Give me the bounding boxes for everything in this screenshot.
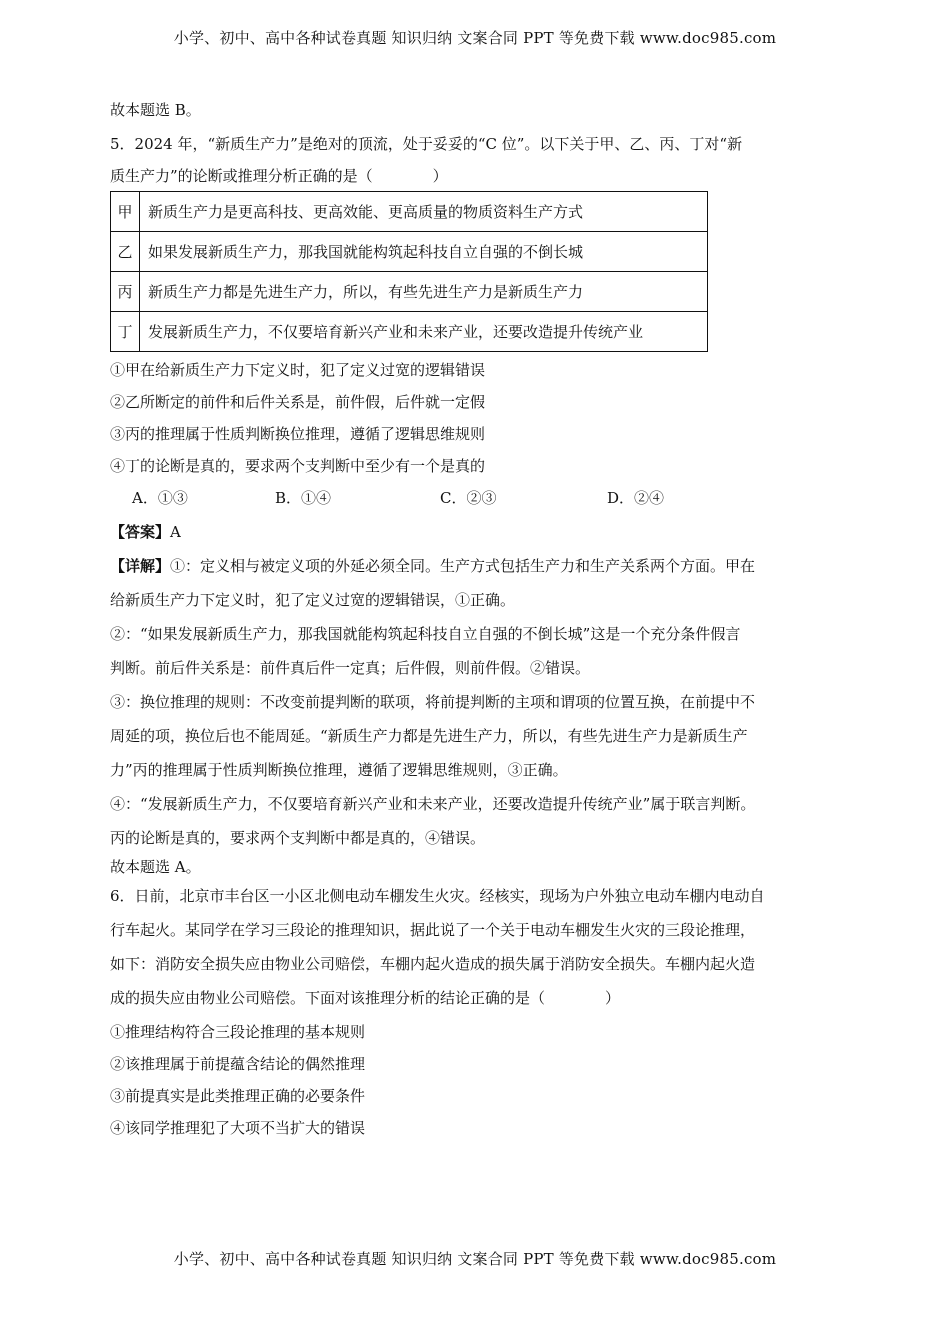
answer-tag: 【答案】 (110, 523, 171, 541)
detail-tag: 【详解】 (110, 557, 171, 575)
q6-statement: ②该推理属于前提蕴含结论的偶然推理 (110, 1055, 366, 1073)
document-body (110, 102, 840, 1137)
q5-conclusion: 故本题选 A。 (110, 858, 201, 876)
table-key: 丙 (111, 272, 140, 312)
page-header: 小学、初中、高中各种试卷真题 知识归纳 文案合同 PPT 等免费下载 www.doc985.com (173, 29, 777, 47)
question-5 (110, 136, 840, 876)
option-d: D．②④ (607, 489, 665, 507)
table-key: 丁 (111, 312, 140, 352)
q5-detail-line: 周延的项，换位后也不能周延。“新质生产力都是先进生产力，所以，有些先进生产力是新质生产 (110, 727, 748, 745)
page-footer: 小学、初中、高中各种试卷真题 知识归纳 文案合同 PPT 等免费下载 www.doc985.com (173, 1250, 777, 1268)
q5-detail-line: ③：换位推理的规则：不改变前提判断的联项，将前提判断的主项和谓项的位置互换，在前提中不 (110, 693, 756, 711)
table-text: 发展新质生产力，不仅要培育新兴产业和未来产业，还要改造提升传统产业 (140, 312, 708, 352)
table-text: 新质生产力是更高科技、更高效能、更高质量的物质资料生产方式 (140, 192, 708, 232)
answer-value: A (170, 523, 181, 541)
table-text: 新质生产力都是先进生产力，所以，有些先进生产力是新质生产力 (140, 272, 708, 312)
option-a: A．①③ (132, 489, 188, 507)
q5-detail-line: 丙的论断是真的，要求两个支判断中都是真的，④错误。 (110, 829, 486, 847)
q6-statement: ①推理结构符合三段论推理的基本规则 (110, 1023, 366, 1041)
q5-detail-line: 给新质生产力下定义时，犯了定义过宽的逻辑错误，①正确。 (110, 591, 516, 609)
q5-statement: ①甲在给新质生产力下定义时，犯了定义过宽的逻辑错误 (110, 361, 486, 379)
q5-detail-line (110, 558, 840, 575)
table-row (111, 272, 708, 312)
table-text: 如果发展新质生产力，那我国就能构筑起科技自立自强的不倒长城 (140, 232, 708, 272)
q5-statement: ③丙的推理属于性质判断换位推理，遵循了逻辑思维规则 (110, 425, 486, 443)
table-row (111, 312, 708, 352)
q5-detail-line: ②：“如果发展新质生产力，那我国就能构筑起科技自立自强的不倒长城”这是一个充分条件假言 (110, 625, 741, 643)
q5-detail-line: 判断。前后件关系是：前件真后件一定真；后件假，则前件假。②错误。 (110, 659, 591, 677)
q5-stem-line: 质生产力”的论断或推理分析正确的是（ ） (110, 167, 448, 185)
q5-options (110, 490, 840, 507)
q5-detail-line: ④：“发展新质生产力，不仅要培育新兴产业和未来产业，还要改造提升传统产业”属于联言判断。 (110, 795, 756, 813)
q6-stem-line: 成的损失应由物业公司赔偿。下面对该推理分析的结论正确的是（ ） (110, 989, 621, 1007)
option-c: C．②③ (440, 489, 497, 507)
q5-statement: ②乙所断定的前件和后件关系是，前件假，后件就一定假 (110, 393, 486, 411)
q5-answer (110, 524, 840, 541)
q5-detail-line: 力”丙的推理属于性质判断换位推理，遵循了逻辑思维规则，③正确。 (110, 761, 568, 779)
table-key: 甲 (111, 192, 140, 232)
q5-statement: ④丁的论断是真的，要求两个支判断中至少有一个是真的 (110, 457, 486, 475)
q5-table (110, 191, 708, 352)
prev-answer: 故本题选 B。 (110, 101, 201, 119)
detail-text: ①：定义相与被定义项的外延必须全同。生产方式包括生产力和生产关系两个方面。甲在 (170, 557, 756, 575)
question-6 (110, 888, 840, 1137)
q6-stem-line: 如下：消防安全损失应由物业公司赔偿，车棚内起火造成的损失属于消防安全损失。车棚内起火造 (110, 955, 756, 973)
q5-stem-line: 5．2024 年，“新质生产力”是绝对的顶流，处于妥妥的“C 位”。以下关于甲、乙、丙、丁对“新 (110, 135, 743, 153)
table-key: 乙 (111, 232, 140, 272)
table-row (111, 192, 708, 232)
q6-statement: ④该同学推理犯了大项不当扩大的错误 (110, 1119, 366, 1137)
q6-statement: ③前提真实是此类推理正确的必要条件 (110, 1087, 366, 1105)
q6-stem-line: 6．日前，北京市丰台区一小区北侧电动车棚发生火灾。经核实，现场为户外独立电动车棚内电动自 (110, 887, 765, 905)
q6-stem-line: 行车起火。某同学在学习三段论的推理知识，据此说了一个关于电动车棚发生火灾的三段论推理， (110, 921, 756, 939)
table-row (111, 232, 708, 272)
option-b: B．①④ (275, 489, 332, 507)
